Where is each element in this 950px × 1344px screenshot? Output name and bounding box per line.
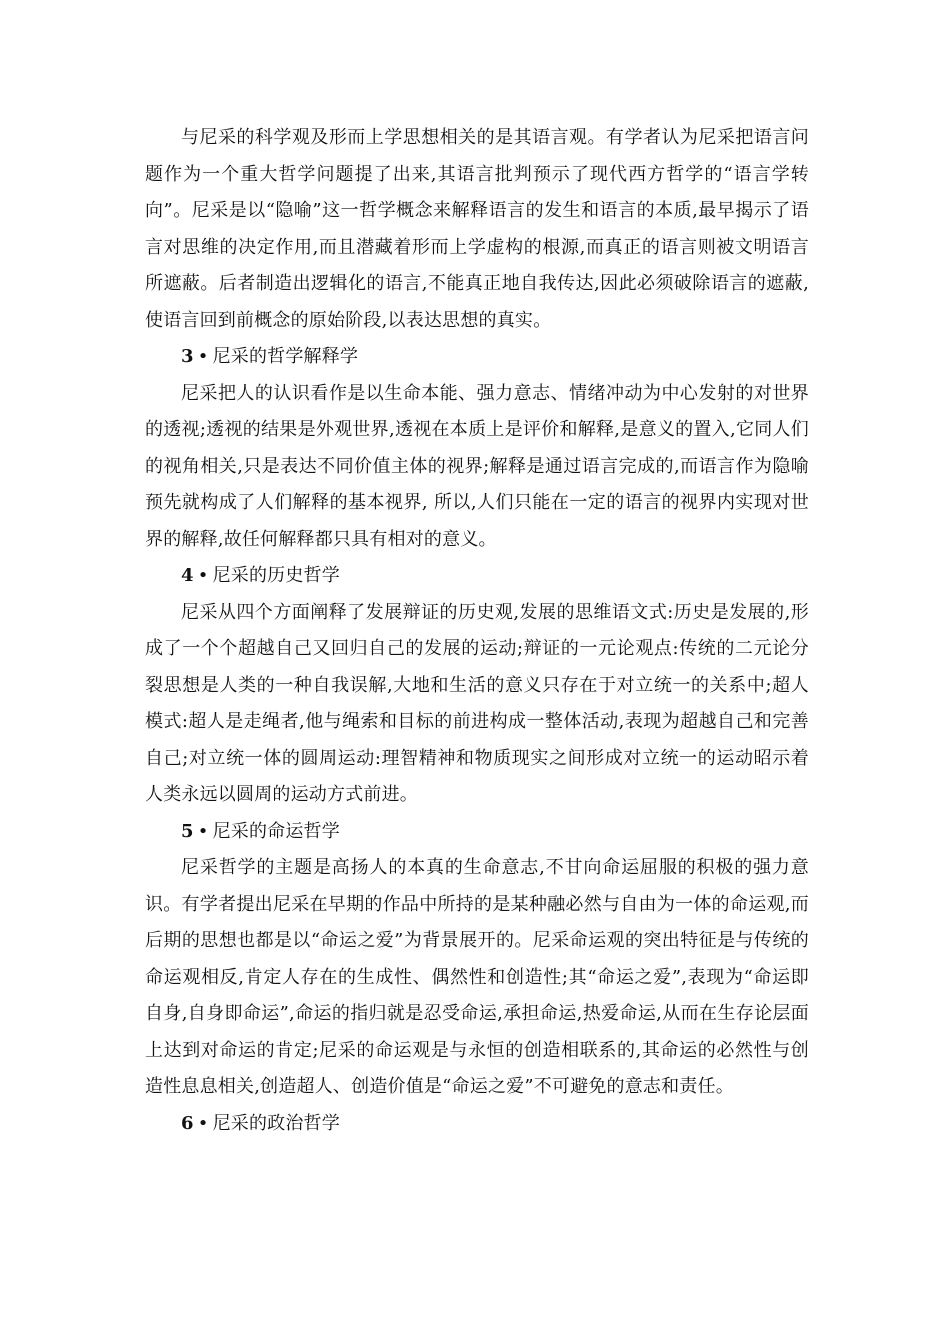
section-number: 4	[181, 565, 194, 586]
bullet-dot: •	[197, 820, 209, 842]
paragraph-fate: 尼采哲学的主题是高扬人的本真的生命意志,不甘向命运屈服的积极的强力意识。有学者提出尼采在早期的作品中所持的是某种融必然与自由为一体的命运观,而后期的思想也都是以“命运之爱”为背景展开的。尼采命运观的突出特征是与传统的命运观相反,肯定人存在的生成性、偶然性和创造性;其“命运之爱”,表现为“命运即自身,自身即命运”,命运的指归就是忍受命运,承担命运,热爱命运,从而在生存论层面上达到对命运的肯定;尼采的命运观是与永恒的创造相联系的,其命运的必然性与创造性息息相关,创造超人、创造价值是“命运之爱”不可避免的意志和责任。	[145, 857, 809, 1097]
section-heading-politics	[145, 1106, 809, 1143]
section-heading-fate	[145, 814, 809, 851]
section-number: 5	[181, 820, 194, 842]
document-body	[145, 120, 809, 1142]
bullet-dot: •	[197, 346, 209, 367]
paragraph-hermeneutics: 尼采把人的认识看作是以生命本能、强力意志、情绪冲动为中心发射的对世界的透视;透视的结果是外观世界,透视在本质上是评价和解释,是意义的置入,它同人们的视角相关,只是表达不同价值主体的视界;解释是通过语言完成的,而语言作为隐喻预先就构成了人们解释的基本视界, 所以,人们只能在一定的语言的视界内实现对世界的解释,故任何解释都只具有相对的意义。	[145, 382, 809, 550]
section-title: 尼采的政治哲学	[212, 1112, 340, 1134]
section-heading-hermeneutics	[145, 339, 809, 376]
section-title: 尼采的哲学解释学	[212, 346, 359, 367]
paragraph-history: 尼采从四个方面阐释了发展辩证的历史观,发展的思维语文式:历史是发展的,形成了一个个超越自己又回归自己的发展的运动;辩证的一元论观点:传统的二元论分裂思想是人类的一种自我误解,大地和生活的意义只存在于对立统一的关系中;超人模式:超人是走绳者,他与绳索和目标的前进构成一整体活动,表现为超越自己和完善自己;对立统一体的圆周运动:理智精神和物质现实之间形成对立统一的运动昭示着人类永远以圆周的运动方式前进。	[145, 601, 809, 805]
section-heading-history	[145, 558, 809, 595]
section-number: 6	[181, 1112, 194, 1134]
bullet-dot: •	[197, 1112, 209, 1134]
section-title: 尼采的历史哲学	[212, 565, 340, 586]
paragraph-language-view: 与尼采的科学观及形而上学思想相关的是其语言观。有学者认为尼采把语言问题作为一个重大哲学问题提了出来,其语言批判预示了现代西方哲学的“语言学转向”。尼采是以“隐喻”这一哲学概念来解释语言的发生和语言的本质,最早揭示了语言对思维的决定作用,而且潜藏着形而上学虚构的根源,而真正的语言则被文明语言所遮蔽。后者制造出逻辑化的语言,不能真正地自我传达,因此必须破除语言的遮蔽,使语言回到前概念的原始阶段,以表达思想的真实。	[145, 127, 809, 331]
section-title: 尼采的命运哲学	[212, 820, 340, 842]
bullet-dot: •	[197, 565, 209, 586]
section-number: 3	[181, 346, 194, 367]
